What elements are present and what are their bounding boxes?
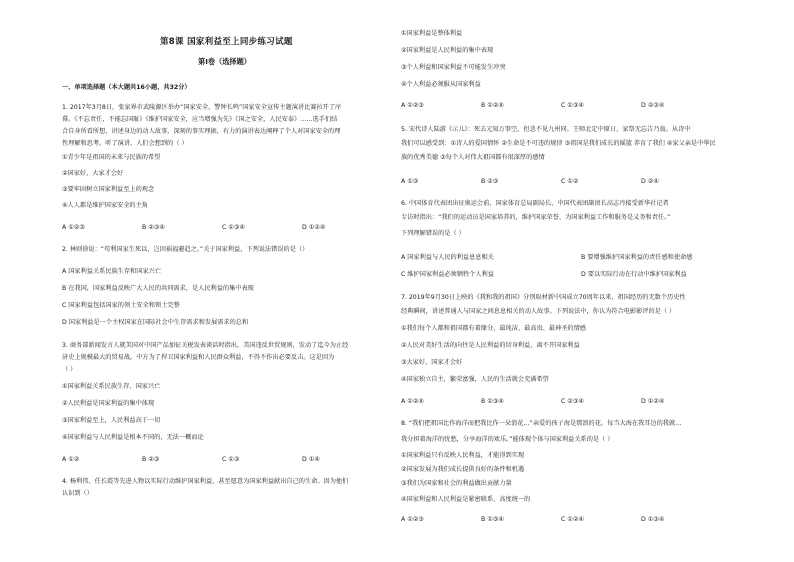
- statement: ②国家好，大家才会好: [62, 170, 124, 177]
- question-text: 下列理解错误的是（ ）: [401, 230, 465, 237]
- option-b[interactable]: B ②③④: [142, 224, 165, 231]
- statement: ③国家利益至上，人民利益高于一切: [62, 417, 161, 424]
- answer-options: [401, 516, 721, 524]
- statement: ①国家利益关系民族生存、国家兴亡: [62, 383, 161, 390]
- statement: ①我们每个人都和祖国都有着缘分、最纯洁、最高贵、最神圣的情感: [401, 325, 586, 332]
- question-text: 经典瞬间，讲述普通人与国家之间息息相关的动人故事。下列说法中，你认为符合电影影评的是（ ）: [401, 308, 676, 315]
- option-c[interactable]: C ①③: [222, 456, 240, 463]
- question-text: 8. “我们把祖国比作海洋而把我比作一朵浪花…”亲爱的孩子海是那浪的花。每当大海在我耳边的我就…: [401, 420, 682, 427]
- option-line[interactable]: C 国家利益包括国家的领土安全和领土完整: [62, 302, 180, 309]
- option-line[interactable]: B 在我国，国家利益反映广大人民的共同需求，是人民利益的集中表现: [62, 285, 254, 292]
- statement: ③我们为国家和社会的利益做出贡献力量: [401, 480, 512, 487]
- statement: ④国家独立自主，繁荣富强，人民的生活就会充满希望: [401, 376, 549, 383]
- option-c[interactable]: C ①②④: [561, 516, 584, 523]
- option-a[interactable]: A ①②③: [401, 516, 424, 523]
- question-text: 2. 林则徐说：“苟利国家生死以，岂因祸福避趋之。”关于国家利益，下列说法错误的是（）: [62, 246, 309, 253]
- option-d[interactable]: D ①②④: [641, 398, 665, 405]
- option-b[interactable]: B ①③④: [481, 516, 504, 523]
- question-text: 4. 杨利伟、任长霞等先进人物以实际行动维护国家利益，甚至愿意为国家利益献出自己的生命。因为他们: [62, 478, 349, 485]
- question-text: 5. 宋代诗人陆游《示儿》：死去元知万事空，但悲不见九州同。王师北定中原日，家祭无忘告乃翁。从诗中: [401, 126, 691, 133]
- statement: ④人人都是维护国家安全的主角: [62, 202, 148, 209]
- option-line[interactable]: A 国家利益关系民族生存和国家兴亡: [62, 268, 162, 275]
- statement: ②人民对美好生活的向往是人民利益的切身利益，离不开国家利益: [401, 342, 580, 349]
- option-b[interactable]: B ②③: [481, 178, 499, 185]
- option-a[interactable]: A ①②③: [401, 102, 424, 109]
- statement: ②国家发展为我们成长提供良好的条件和机遇: [401, 466, 525, 473]
- question-text: 6. 中国体育代表团出征奥运会前，国家体育总局副局长、中国代表团副团长高志丹接受新华社记者: [401, 200, 669, 207]
- statement: ①国家利益只有反映人民利益，才能得到实现: [401, 452, 525, 459]
- part-heading: 第Ⅰ卷（选择题）: [198, 57, 251, 66]
- question-text: 我分担着海洋的忧愁，分享海洋的欢乐。”能体现个体与国家利益关系的是（ ）: [401, 436, 614, 443]
- question-text: 幕。《不忘责任，不能忘国耻》《维护国家安全，应当增强为先》《国之安全，人民安泰》……选手们结: [62, 116, 338, 123]
- question-text: 我们可以感受到：①诗人的爱国情怀 ②生命是不可违的规律 ③祖国是我们成长的摇篮 养育了我们 ④家父亲是中华民: [401, 140, 716, 147]
- question-text: 认识到（）: [62, 490, 93, 497]
- question-text: 专访时指出：“我们的运动员是国家培养的，维护国家荣誉、为国家利益工作和服务是义务和责任。”: [401, 214, 671, 221]
- option-c[interactable]: C ①②: [561, 178, 579, 185]
- answer-options: [62, 224, 382, 232]
- question-text: 3. 商务部新闻发言人就美国对中国产品加征关税发表谈话时指出，美国违反世贸规则，发动了迄今为止经: [62, 342, 349, 349]
- statement: ③个人利益和国家利益不可能发生冲突: [401, 64, 506, 71]
- statement: ①青少年是祖国的未来与民族的希望: [62, 154, 161, 161]
- option-d[interactable]: D ①④: [302, 456, 320, 463]
- option-d[interactable]: D ②④: [641, 178, 659, 185]
- option-c[interactable]: C ②③④: [561, 398, 584, 405]
- page-title: 第8课 国家利益至上同步练习试题: [160, 37, 293, 47]
- answer-options: [401, 398, 721, 406]
- answer-options: [62, 456, 382, 464]
- option-d[interactable]: D 要以实际行动在行动中维护国家利益: [581, 271, 687, 278]
- question-text: 济史上规模最大的贸易战。中方为了捍卫国家利益和人民群众利益，不得不作出必要反击。这是因为: [62, 354, 335, 361]
- option-b[interactable]: B 要增强维护国家利益的责任感和使命感: [581, 254, 693, 261]
- option-a[interactable]: A ①③: [401, 178, 419, 185]
- option-b[interactable]: B ①②④: [481, 102, 504, 109]
- question-text: 合自身所看所想，讲述身边的动人故事，深刻的事实理据，有力的演讲表达阐释了个人对国家安全的理: [62, 128, 341, 135]
- option-a[interactable]: A ①②③: [62, 224, 85, 231]
- question-text: 性理解和思考。听了演讲，人们会想到的（ ）: [62, 140, 188, 147]
- statement: ②国家利益是人民利益的集中表现: [401, 47, 494, 54]
- statement: ③大家好，国家才会好: [401, 359, 463, 366]
- option-a[interactable]: A ①②④: [401, 398, 424, 405]
- option-a[interactable]: A ①②: [62, 456, 80, 463]
- statement: ①国家利益是整体利益: [401, 30, 463, 37]
- option-c[interactable]: C ①③④: [222, 224, 245, 231]
- answer-options: [401, 178, 721, 186]
- statement: ③要牢固树立国家利益至上的观念: [62, 186, 155, 193]
- question-text: 7. 2019年9月30日上映的《我和我的祖国》分别取材新中国成立70周年以来，祖国经历的无数个历史性: [401, 294, 686, 301]
- option-d[interactable]: D ②③④: [641, 102, 665, 109]
- question-text: （ ）: [62, 366, 77, 373]
- option-c[interactable]: C ①③④: [561, 102, 584, 109]
- option-c[interactable]: C 维护国家利益必须牺牲个人利益: [401, 271, 494, 278]
- statement: ④个人利益必须服从国家利益: [401, 81, 481, 88]
- option-d[interactable]: D ①③④: [641, 516, 665, 523]
- statement: ②人民利益是国家利益的集中体现: [62, 400, 155, 407]
- option-a[interactable]: A 国家利益与人民的利益息息相关: [401, 254, 494, 261]
- section-heading: 一、单项选择题（本大题共16小题，共32分）: [62, 84, 191, 91]
- statement: ④国家利益和人民利益是紧密联系、高度统一的: [401, 496, 531, 503]
- question-text: 族的优秀美德 ③每个人对伟大祖国都有很深厚的感情: [401, 154, 545, 161]
- question-text: 1. 2017年3月8日，张家界市武陵源区举办“国家安全，警钟长鸣”国家安全宣传主题演讲比赛拉开了序: [62, 104, 342, 111]
- option-b[interactable]: B ②③: [142, 456, 160, 463]
- option-line[interactable]: D 国家利益是一个主权国家在国际社会中生存需求和发展需求的总和: [62, 319, 249, 326]
- statement: ④国家利益与人民利益是根本不同的，无法一概而论: [62, 434, 204, 441]
- option-b[interactable]: B ①③④: [481, 398, 504, 405]
- option-d[interactable]: D ①②④: [302, 224, 326, 231]
- answer-options: [401, 102, 721, 110]
